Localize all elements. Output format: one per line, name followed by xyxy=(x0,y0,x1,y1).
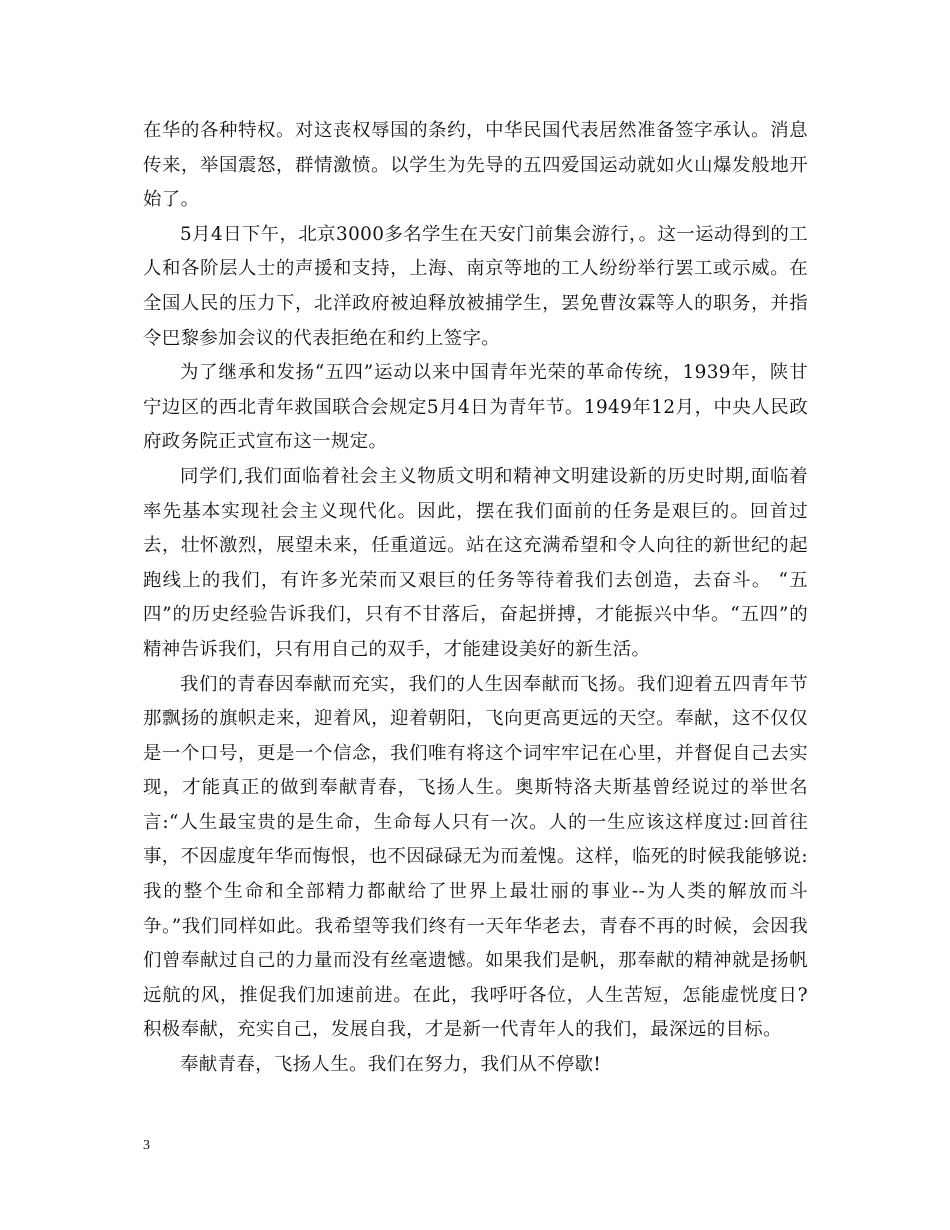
document-body xyxy=(143,114,808,1083)
paragraph-5: 我们的青春因奉献而充实，我们的人生因奉献而飞扬。我们迎着五四青年节那飘扬的旗帜走来，迎着风，迎着朝阳，飞向更高更远的天空。奉献，这不仅仅是一个口号，更是一个信念，我们唯有将这个词牢牢记在心里，并督促自己去实现，才能真正的做到奉献青春，飞扬人生。奥斯特洛夫斯基曾经说过的举世名言:“人生最宝贵的是生命，生命每人只有一次。人的一生应该这样度过:回首往事，不因虚度年华而悔恨，也不因碌碌无为而羞愧。这样，临死的时候我能够说:我的整个生命和全部精力都献给了世界上最壮丽的事业--为人类的解放而斗争。”我们同样如此。我希望等我们终有一天年华老去，青春不再的时候，会因我们曾奉献过自己的力量而没有丝毫遗憾。如果我们是帆，那奉献的精神就是扬帆远航的风，推促我们加速前进。在此，我呼吁各位，人生苦短，怎能虚恍度日?积极奉献，充实自己，发展自我，才是新一代青年人的我们，最深远的目标。 xyxy=(143,673,808,1041)
paragraph-6: 奉献青春，飞扬人生。我们在努力，我们从不停歇! xyxy=(180,1054,602,1076)
page-number: 3 xyxy=(143,1138,150,1153)
paragraph-4: 同学们,我们面临着社会主义物质文明和精神文明建设新的历史时期,面临着率先基本实现社会主义现代化。因此，摆在我们面前的任务是艰巨的。回首过去，壮怀激烈，展望未来，任重道远。站在这充满希望和令人向往的新世纪的起跑线上的我们，有许多光荣而又艰巨的任务等待着我们去创造，去奋斗。 “五四”的历史经验告诉我们，只有不甘落后，奋起拼搏，才能振兴中华。“五四”的精神告诉我们，只有用自己的双手，才能建设美好的新生活。 xyxy=(143,465,808,660)
paragraph-3: 为了继承和发扬“五四”运动以来中国青年光荣的革命传统，1939年，陕甘宁边区的西北青年救国联合会规定5月4日为青年节。1949年12月，中央人民政府政务院正式宣布这一规定。 xyxy=(143,362,808,453)
paragraph-2: 5月4日下午，北京3000多名学生在天安门前集会游行，。这一运动得到的工人和各阶层人士的声援和支持，上海、南京等地的工人纷纷举行罢工或示威。在全国人民的压力下，北洋政府被迫释放被捕学生，罢免曹汝霖等人的职务，并指令巴黎参加会议的代表拒绝在和约上签字。 xyxy=(143,223,808,349)
paragraph-1: 在华的各种特权。对这丧权辱国的条约，中华民国代表居然准备签字承认。消息传来，举国震怒，群情激愤。以学生为先导的五四爱国运动就如火山爆发般地开始了。 xyxy=(143,120,808,211)
